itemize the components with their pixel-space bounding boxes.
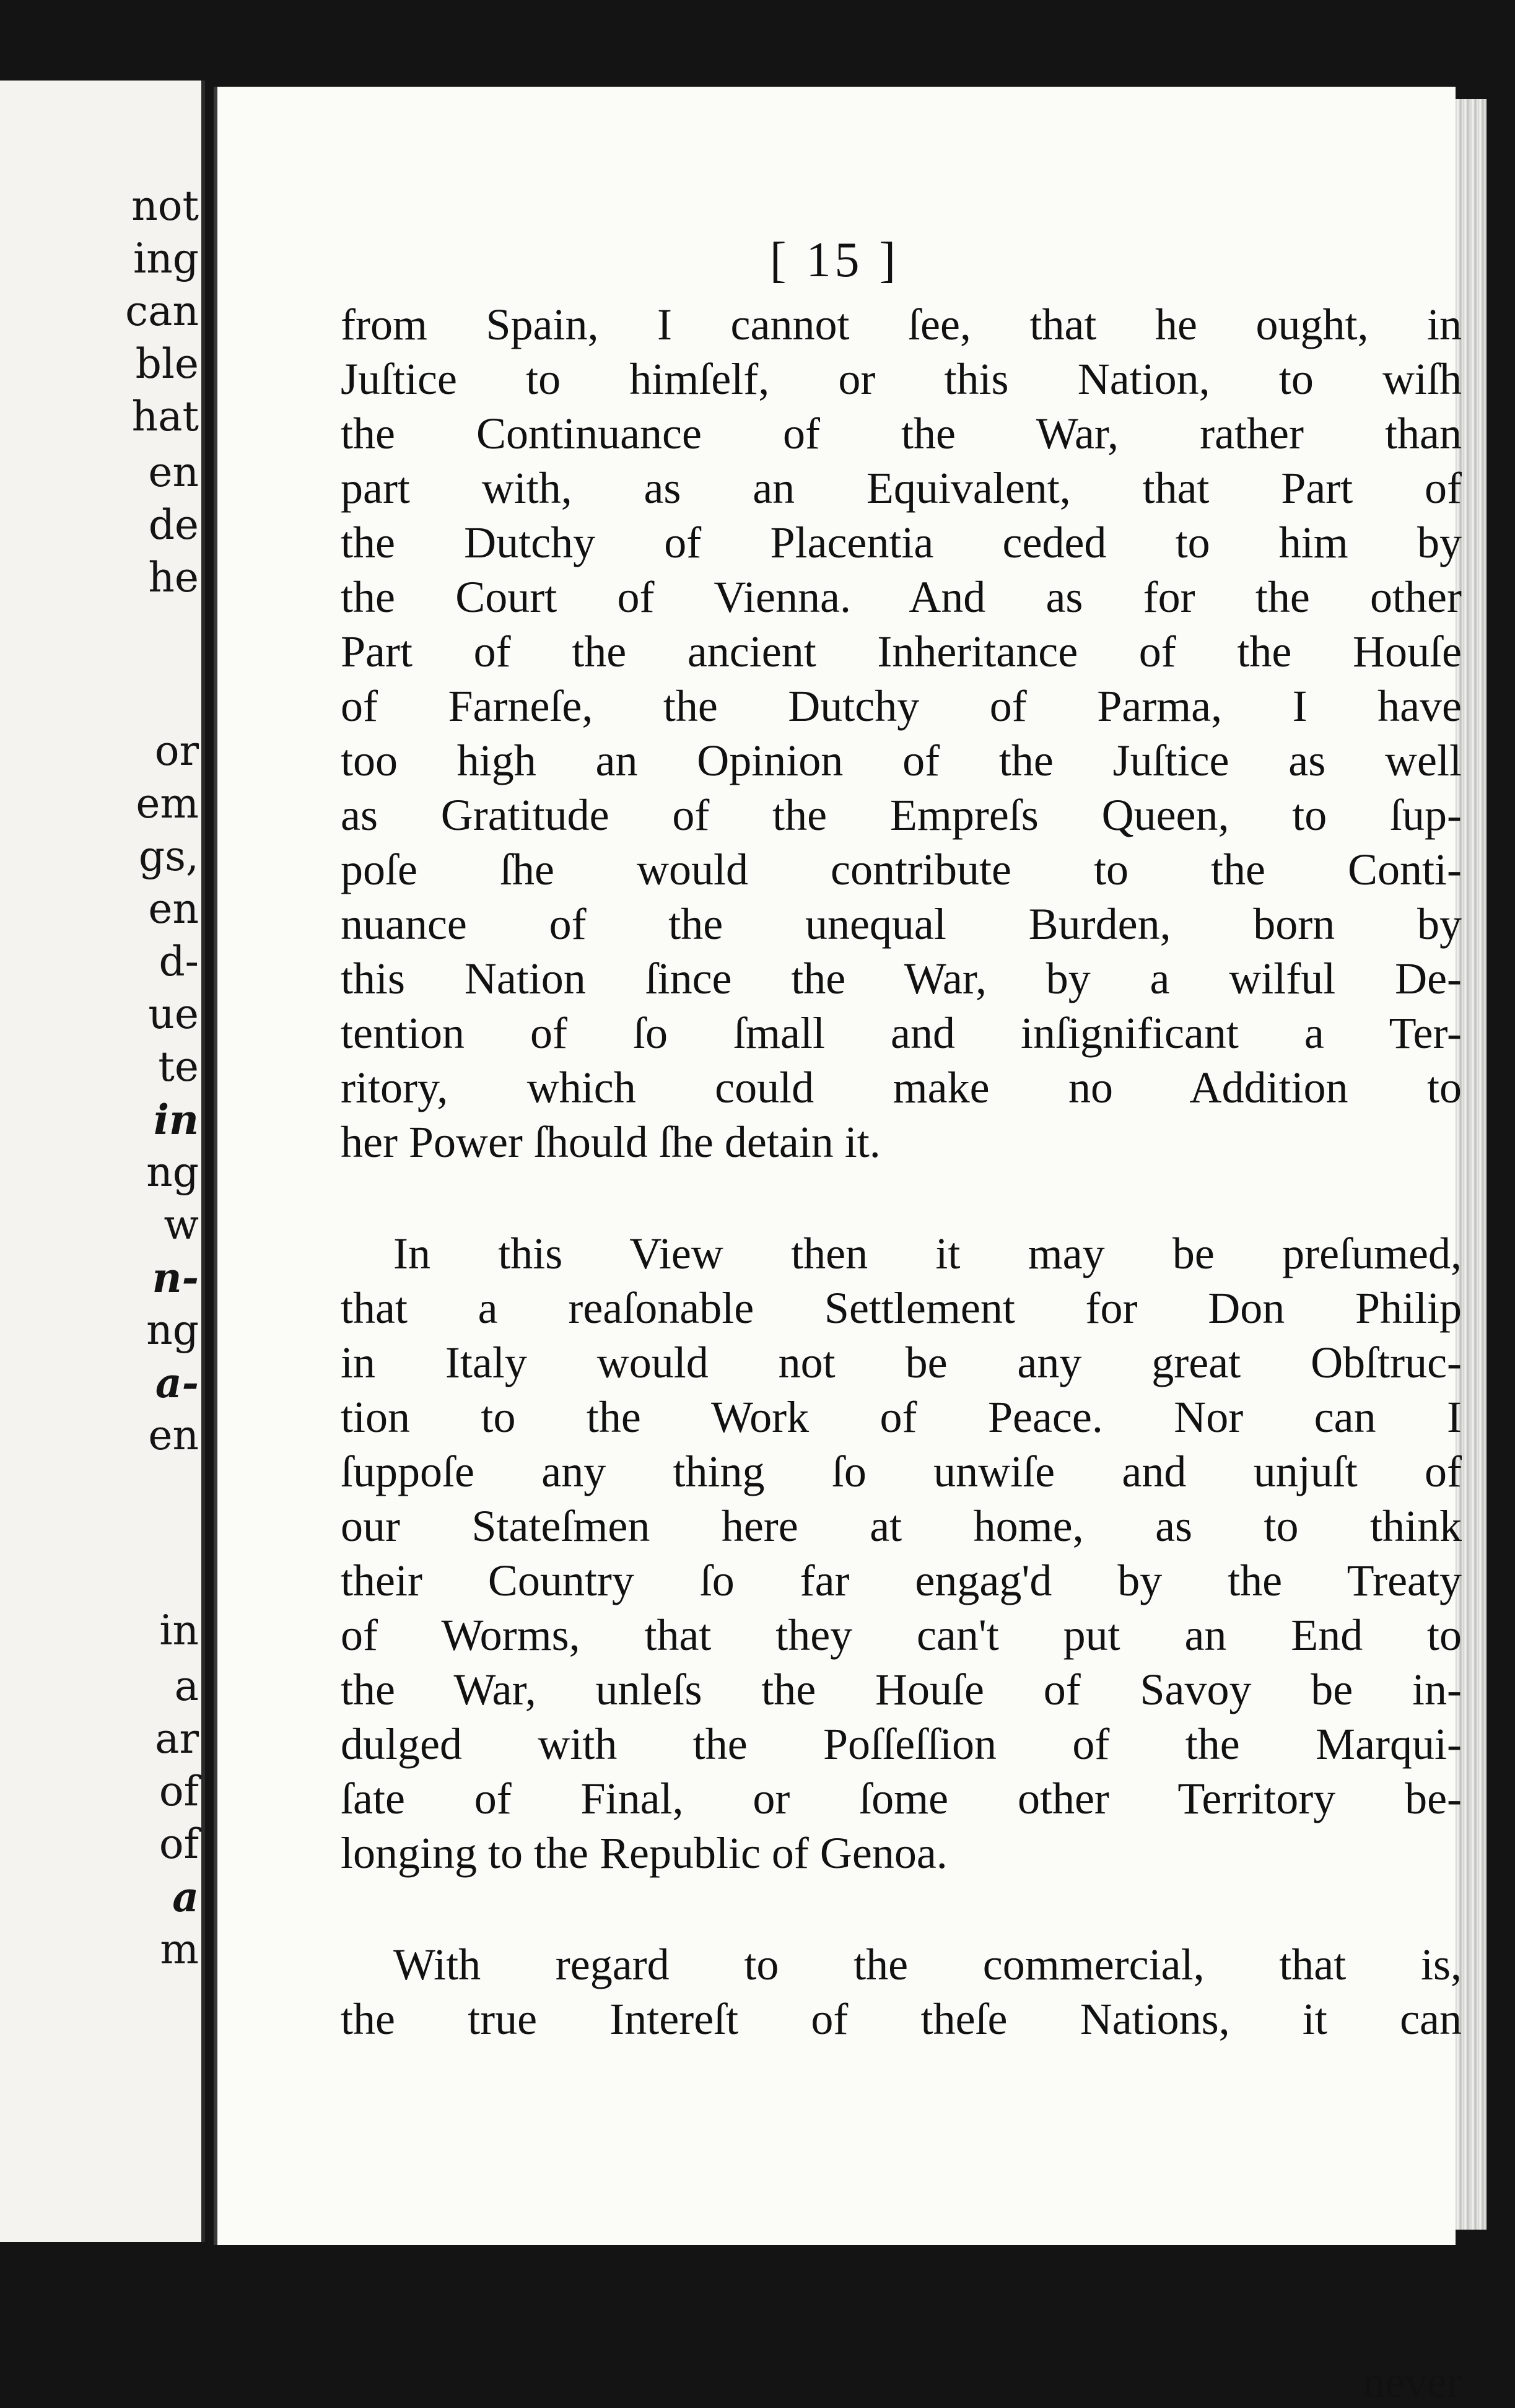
text-line: our Stateſmen here at home, as to think xyxy=(341,1501,1462,1551)
text-line: this Nation ſince the War, by a wilful De- xyxy=(341,954,1462,1003)
text-line: part with, as an Equivalent, that Part of xyxy=(341,463,1462,513)
facing-page-fragment: ng xyxy=(146,1306,199,1354)
text-line: of Worms, that they can't put an End to xyxy=(341,1610,1462,1660)
facing-page-fragment: a- xyxy=(155,1359,199,1407)
facing-page-fragment: a xyxy=(174,1662,199,1710)
text-line: of Farneſe, the Dutchy of Parma, I have xyxy=(341,681,1462,731)
facing-page-fragment: w xyxy=(164,1201,199,1249)
text-line: poſe ſhe would contribute to the Conti- xyxy=(341,845,1462,894)
text-line: longing to the Republic of Genoa. xyxy=(341,1828,948,1878)
facing-page-fragment: a xyxy=(172,1873,199,1921)
facing-page-fragment: n- xyxy=(152,1254,199,1302)
body-text xyxy=(341,297,1462,2407)
facing-page-fragment: not xyxy=(131,182,199,230)
facing-page-fragment: in xyxy=(153,1096,199,1144)
facing-page-fragment: d- xyxy=(159,938,199,985)
text-line: tention of ſo ſmall and inſignificant a Ter- xyxy=(341,1008,1462,1058)
facing-page-fragment: in xyxy=(159,1607,199,1654)
facing-page-fragment: ng xyxy=(146,1148,199,1196)
text-line: their Country ſo far engag'd by the Treaty xyxy=(341,1556,1462,1605)
facing-page-fragment: of xyxy=(159,1768,199,1815)
text-line: tion to the Work of Peace. Nor can I xyxy=(341,1392,1462,1442)
text-line: too high an Opinion of the Juſtice as well xyxy=(341,736,1462,785)
text-line: In this View then it may be preſumed, xyxy=(393,1229,1462,1278)
paragraph xyxy=(341,1937,1462,2046)
facing-page-fragment: m xyxy=(160,1926,199,1973)
text-line: the Continuance of the War, rather than xyxy=(341,409,1462,458)
facing-page-fragment: gs, xyxy=(138,832,199,880)
text-line: Juſtice to himſelf, or this Nation, to wiſh xyxy=(341,354,1462,404)
text-line: in Italy would not be any great Obſtruc- xyxy=(341,1338,1462,1387)
facing-page-fragment: of xyxy=(159,1820,199,1868)
text-line: ſuppoſe any thing ſo unwiſe and unjuſt of xyxy=(341,1447,1462,1496)
facing-page-fragment: or xyxy=(154,727,199,775)
facing-page-fragment: en xyxy=(148,1411,199,1459)
text-line: the War, unleſs the Houſe of Savoy be in- xyxy=(341,1665,1462,1714)
paragraph xyxy=(341,297,1462,1169)
text-line: the Dutchy of Placentia ceded to him by xyxy=(341,518,1462,567)
facing-page-fragment: en xyxy=(148,448,199,496)
text-line: ritory, which could make no Addition to xyxy=(341,1063,1462,1112)
facing-page-fragment: de xyxy=(148,501,199,549)
catchword: never xyxy=(1363,2357,1462,2407)
text-line: that a reaſonable Settlement for Don Philip xyxy=(341,1283,1462,1333)
facing-page-fragment: te xyxy=(158,1043,199,1091)
text-line: the Court of Vienna. And as for the other xyxy=(341,572,1462,622)
book-page xyxy=(214,87,1462,2407)
facing-page-fragment: can xyxy=(125,287,199,335)
facing-page-fragment: he xyxy=(148,554,199,601)
page-number: [ 15 ] xyxy=(769,233,900,287)
facing-page-edge xyxy=(0,81,205,2242)
text-line: Part of the ancient Inheritance of the Houſe xyxy=(341,627,1462,676)
text-line: as Gratitude of the Empreſs Queen, to ſup- xyxy=(341,790,1462,840)
text-line: dulged with the Poſſeſſion of the Marqui- xyxy=(341,1719,1462,1769)
facing-page-fragment: en xyxy=(148,885,199,933)
facing-page-fragment: ble xyxy=(135,340,199,388)
facing-page-fragment: em xyxy=(136,780,199,827)
text-line: the true Intereſt of theſe Nations, it can xyxy=(341,1994,1462,2044)
text-line: With regard to the commercial, that is, xyxy=(393,1940,1462,1989)
text-line: her Power ſhould ſhe detain it. xyxy=(341,1117,881,1167)
text-line: ſate of Final, or ſome other Territory be- xyxy=(341,1774,1462,1823)
text-line: from Spain, I cannot ſee, that he ought, in xyxy=(341,300,1462,349)
facing-page-fragment: ar xyxy=(155,1715,199,1763)
facing-page-fragment: ue xyxy=(148,990,199,1038)
text-line: nuance of the unequal Burden, born by xyxy=(341,899,1462,949)
facing-page-fragment: hat xyxy=(131,393,199,440)
facing-page-fragment: ing xyxy=(133,235,199,282)
paragraph xyxy=(341,1226,1462,1880)
